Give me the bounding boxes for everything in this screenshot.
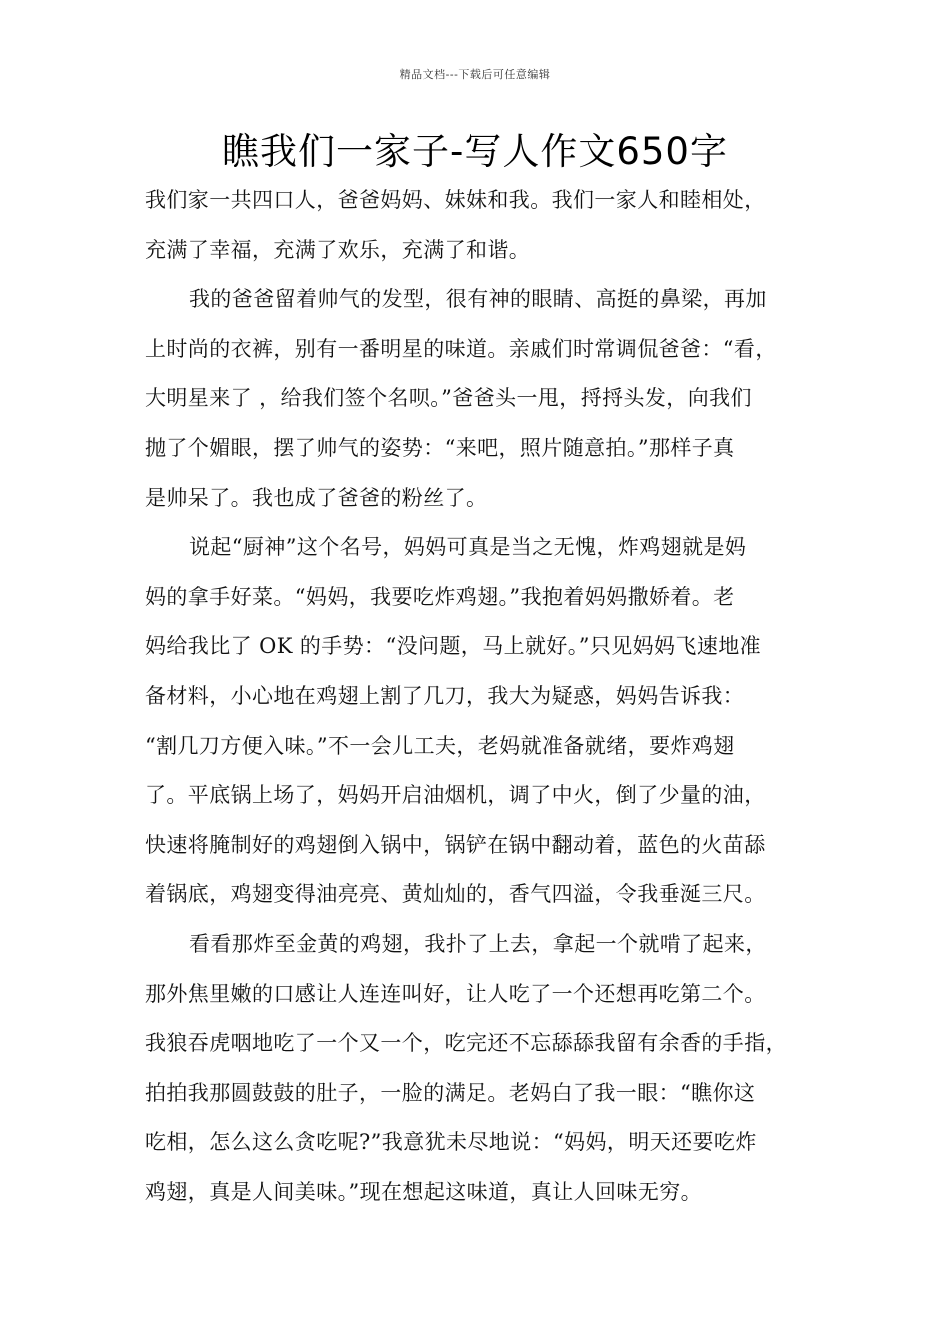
text-line: 大明星来了 ，给我们签个名呗。”爸爸头一甩，捋捋头发，向我们 [145,386,752,411]
text-line: 我狼吞虎咽地吃了一个又一个，吃完还不忘舔舔我留有余香的手指， [145,1031,787,1056]
text-line: 看看那炸至金黄的鸡翅，我扑了上去，拿起一个就啃了起来， [189,931,767,956]
text-line: 鸡翅，真是人间美味。”现在想起这味道，真让人回味无穷。 [145,1179,703,1204]
text-line: 着锅底，鸡翅变得油亮亮、黄灿灿的，香气四溢，令我垂涎三尺。 [145,882,766,907]
text-line: 了。平底锅上场了，妈妈开启油烟机，调了中火，倒了少量的油， [145,783,766,808]
paragraph-1 [145,176,825,275]
header-note: 精品文档---下载后可任意编辑 [399,68,551,81]
text-line: “割几刀方便入味。”不一会儿工夫，老妈就准备就绪，要炸鸡翅 [145,733,735,758]
paragraph-4 [145,920,825,1218]
paragraph-3 [145,523,825,920]
text-line: 吃相，怎么这么贪吃呢?”我意犹未尽地说：“妈妈，明天还要吃炸 [145,1130,757,1155]
text-line: 上时尚的衣裤，别有一番明星的味道。亲戚们时常调侃爸爸：“看， [145,336,777,361]
text-line: 我们家一共四口人，爸爸妈妈、妹妹和我。我们一家人和睦相处， [145,188,766,212]
text-line: 快速将腌制好的鸡翅倒入锅中，锅铲在锅中翻动着，蓝色的火苗舔 [145,832,766,857]
paragraph-2 [145,275,825,523]
text-line: 备材料，小心地在鸡翅上割了几刀，我大为疑惑，妈妈告诉我： [145,683,745,708]
text-line: 妈给我比了 OK 的手势：“没问题，马上就好。”只见妈妈飞速地准 [145,634,762,659]
text-line: 我的爸爸留着帅气的发型，很有神的眼睛、高挺的鼻梁，再加 [189,287,767,312]
text-line: 拍拍我那圆鼓鼓的肚子，一脸的满足。老妈白了我一眼：“瞧你这 [145,1080,756,1105]
text-line: 抛了个媚眼，摆了帅气的姿势：“来吧，照片随意拍。”那样子真 [145,435,735,460]
text-line: 是帅呆了。我也成了爸爸的粉丝了。 [145,485,488,510]
text-line: 妈的拿手好菜。“妈妈，我要吃炸鸡翅。”我抱着妈妈撒娇着。老 [145,584,735,609]
document-title: 瞧我们一家子-写人作文650字 [222,130,728,173]
text-line: 说起“厨神”这个名号，妈妈可真是当之无愧，炸鸡翅就是妈 [189,535,747,560]
text-line: 那外焦里嫩的口感让人连连叫好，让人吃了一个还想再吃第二个。 [145,981,766,1006]
document-body [145,176,825,1217]
text-line: 充满了幸福，充满了欢乐，充满了和谐。 [145,237,531,262]
